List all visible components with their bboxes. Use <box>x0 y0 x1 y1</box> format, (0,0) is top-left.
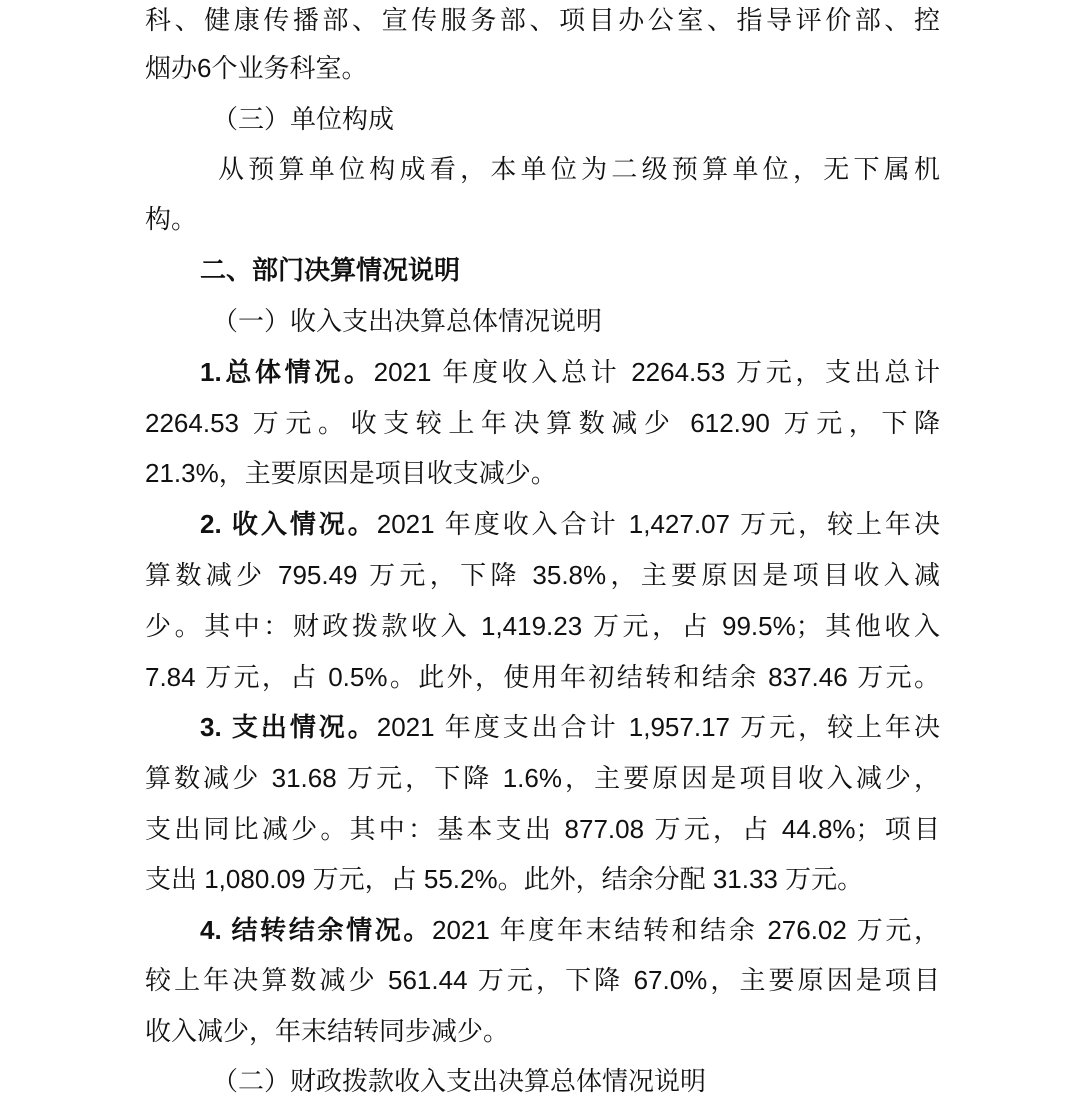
paragraph-line <box>145 1011 940 1051</box>
bold-heading: 1.总体情况。 <box>200 357 374 387</box>
bold-heading: 二、部门决算情况说明 <box>200 255 461 285</box>
line-text: 烟办6个业务科室。 <box>145 53 368 83</box>
line-text: 收入减少，年末结转同步减少。 <box>145 1016 510 1046</box>
paragraph-line <box>212 301 952 341</box>
line-text: 2021 年度收入总计 2264.53 万元，支出总计 <box>373 357 941 387</box>
paragraph-line <box>145 859 940 899</box>
line-text: 7.84 万元，占 0.5%。此外，使用年初结转和结余 837.46 万元。 <box>145 662 940 692</box>
line-text: 2021 年度年末结转和结余 276.02 万元， <box>432 915 940 945</box>
paragraph-line-with-heading <box>200 504 940 544</box>
line-text: 2264.53 万元。收支较上年决算数减少 612.90 万元，下降 <box>145 408 940 438</box>
line-text: （三）单位构成 <box>212 104 395 134</box>
paragraph-line <box>145 48 940 88</box>
paragraph-line <box>145 199 940 239</box>
paragraph-line <box>145 657 940 697</box>
line-text: 21.3%，主要原因是项目收支减少。 <box>145 458 557 488</box>
line-text: 2021 年度支出合计 1,957.17 万元，较上年决 <box>376 712 940 742</box>
paragraph-line-with-heading <box>200 910 940 950</box>
line-text: 算数减少 31.68 万元，下降 1.6%，主要原因是项目收入减少， <box>145 763 940 793</box>
paragraph-line <box>218 149 940 189</box>
line-text: 科、健康传播部、宣传服务部、项目办公室、指导评价部、控 <box>145 5 940 35</box>
line-text: 支出 1,080.09 万元，占 55.2%。此外，结余分配 31.33 万元。 <box>145 864 864 894</box>
paragraph-line <box>145 960 940 1000</box>
paragraph-line <box>145 555 940 595</box>
line-text: 支出同比减少。其中：基本支出 877.08 万元，占 44.8%；项目 <box>145 814 940 844</box>
line-text: 2021 年度收入合计 1,427.07 万元，较上年决 <box>376 509 940 539</box>
paragraph-line <box>145 453 940 493</box>
bold-heading: 4. 结转结余情况。 <box>200 915 433 945</box>
paragraph-line <box>145 758 940 798</box>
bold-heading: 3. 支出情况。 <box>200 712 377 742</box>
paragraph-line-with-heading <box>200 352 940 392</box>
paragraph-line <box>145 606 940 646</box>
line-text: （二）财政拨款收入支出决算总体情况说明 <box>212 1066 707 1096</box>
line-text: 较上年决算数减少 561.44 万元，下降 67.0%，主要原因是项目 <box>145 965 940 995</box>
paragraph-line <box>145 403 940 443</box>
bold-heading: 2. 收入情况。 <box>200 509 377 539</box>
line-text: 少。其中：财政拨款收入 1,419.23 万元，占 99.5%；其他收入 <box>145 611 940 641</box>
paragraph-line-with-heading <box>200 707 940 747</box>
paragraph-line <box>212 1061 952 1101</box>
line-text: （一）收入支出决算总体情况说明 <box>212 306 603 336</box>
paragraph-line <box>145 809 940 849</box>
paragraph-line-with-heading <box>200 250 940 290</box>
paragraph-line <box>212 99 952 139</box>
line-text: 从预算单位构成看，本单位为二级预算单位，无下属机 <box>218 154 940 184</box>
line-text: 算数减少 795.49 万元，下降 35.8%，主要原因是项目收入减 <box>145 560 940 590</box>
paragraph-line <box>145 0 940 40</box>
line-text: 构。 <box>145 204 198 234</box>
